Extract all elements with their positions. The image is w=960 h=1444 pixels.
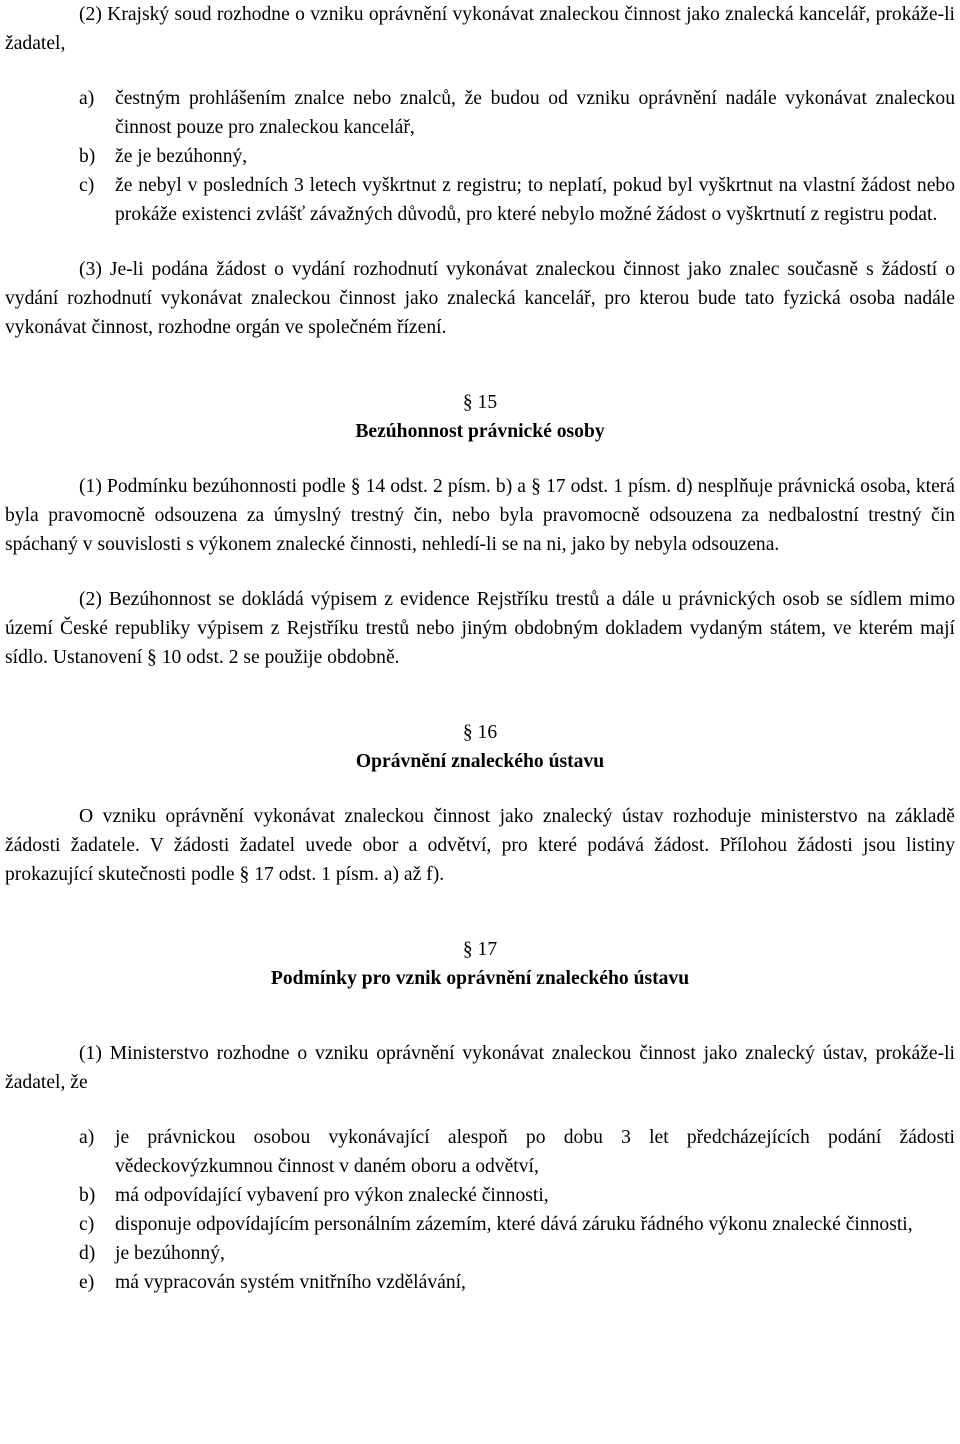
list-item xyxy=(5,84,955,142)
list-item-text: že je bezúhonný, xyxy=(115,146,248,167)
section-15-number: § 15 xyxy=(462,392,498,413)
list-item-text: je bezúhonný, xyxy=(115,1243,225,1264)
list-item-text: disponuje odpovídajícím personálním zázemím, které dává záruku řádného výkonu znalecké činnosti, xyxy=(115,1214,913,1235)
list-item xyxy=(5,1181,955,1210)
list-14-2 xyxy=(5,84,955,229)
paragraph-14-2-intro: (2) Krajský soud rozhodne o vzniku oprávnění vykonávat znaleckou činnost jako znalecká kancelář, prokáže-li žadatel, xyxy=(5,4,955,54)
paragraph-16-1: O vzniku oprávnění vykonávat znaleckou činnost jako znalecký ústav rozhoduje ministerstvo na základě žádosti žadatele. V žádosti žadatel uvede obor a odvětví, pro které podává žádost. Přílohou žádosti jsou listiny prokazující skutečnosti podle § 17 odst. 1 písm. a) až f). xyxy=(5,806,955,885)
list-item-text: že nebyl v posledních 3 letech vyškrtnut z registru; to neplatí, pokud byl vyškrtnut na vlastní žádost nebo prokáže existenci zvlášť závažných důvodů, pro které nebylo možné žádost o vyškrtnutí z registru podat. xyxy=(115,175,955,225)
list-item xyxy=(5,1268,955,1297)
section-17-title: Podmínky pro vznik oprávnění znaleckého ústavu xyxy=(270,968,690,989)
list-item xyxy=(5,1123,955,1181)
list-marker: c) xyxy=(79,175,95,196)
list-marker: c) xyxy=(79,1214,95,1235)
section-16-number: § 16 xyxy=(462,722,498,743)
list-marker: b) xyxy=(79,1185,96,1206)
paragraph-17-1-intro: (1) Ministerstvo rozhodne o vzniku oprávnění vykonávat znaleckou činnost jako znalecký ústav, prokáže-li žadatel, že xyxy=(5,1043,955,1093)
list-item xyxy=(5,1210,955,1239)
section-17-number: § 17 xyxy=(462,939,498,960)
paragraph-15-1: (1) Podmínku bezúhonnosti podle § 14 odst. 2 písm. b) a § 17 odst. 1 písm. d) nesplňuje právnická osoba, která byla pravomocně odsouzena za úmyslný trestný čin, nebo byla pravomocně odsouzena za nedbalostní trestný čin spáchaný v souvislosti s výkonem znalecké činnosti, nehledí-li se na ni, jako by nebyla odsouzena. xyxy=(5,476,955,555)
list-item xyxy=(5,171,955,229)
list-marker: b) xyxy=(79,146,96,167)
paragraph-14-3: (3) Je-li podána žádost o vydání rozhodnutí vykonávat znaleckou činnost jako znalec současně s žádostí o vydání rozhodnutí vykonávat znaleckou činnost jako znalecká kancelář, pro kterou bude tato fyzická osoba nadále vykonávat činnost, rozhodne orgán ve společném řízení. xyxy=(5,259,955,338)
document-page xyxy=(5,0,955,1297)
section-15-title: Bezúhonnost právnické osoby xyxy=(355,421,605,442)
list-item-text: čestným prohlášením znalce nebo znalců, že budou od vzniku oprávnění nadále vykonávat znaleckou činnost pouze pro znaleckou kancelář, xyxy=(115,88,955,138)
paragraph-15-2: (2) Bezúhonnost se dokládá výpisem z evidence Rejstříku trestů a dále u právnických osob se sídlem mimo území České republiky výpisem z Rejstříku trestů nebo jiným obdobným dokladem vydaným státem, ve kterém mají sídlo. Ustanovení § 10 odst. 2 se použije obdobně. xyxy=(5,589,955,668)
list-item xyxy=(5,1239,955,1268)
list-17-1 xyxy=(5,1123,955,1297)
list-marker: d) xyxy=(79,1243,96,1264)
section-16-title: Oprávnění znaleckého ústavu xyxy=(355,751,605,772)
list-item-text: má vypracován systém vnitřního vzdělávání, xyxy=(115,1272,466,1293)
list-marker: e) xyxy=(79,1272,95,1293)
list-item xyxy=(5,142,955,171)
list-marker: a) xyxy=(79,1127,95,1148)
list-marker: a) xyxy=(79,88,95,109)
list-item-text: má odpovídající vybavení pro výkon znalecké činnosti, xyxy=(115,1185,549,1206)
list-item-text: je právnickou osobou vykonávající alespoň po dobu 3 let předcházejících podání žádosti vědeckovýzkumnou činnost v daném oboru a odvětví, xyxy=(115,1127,955,1177)
